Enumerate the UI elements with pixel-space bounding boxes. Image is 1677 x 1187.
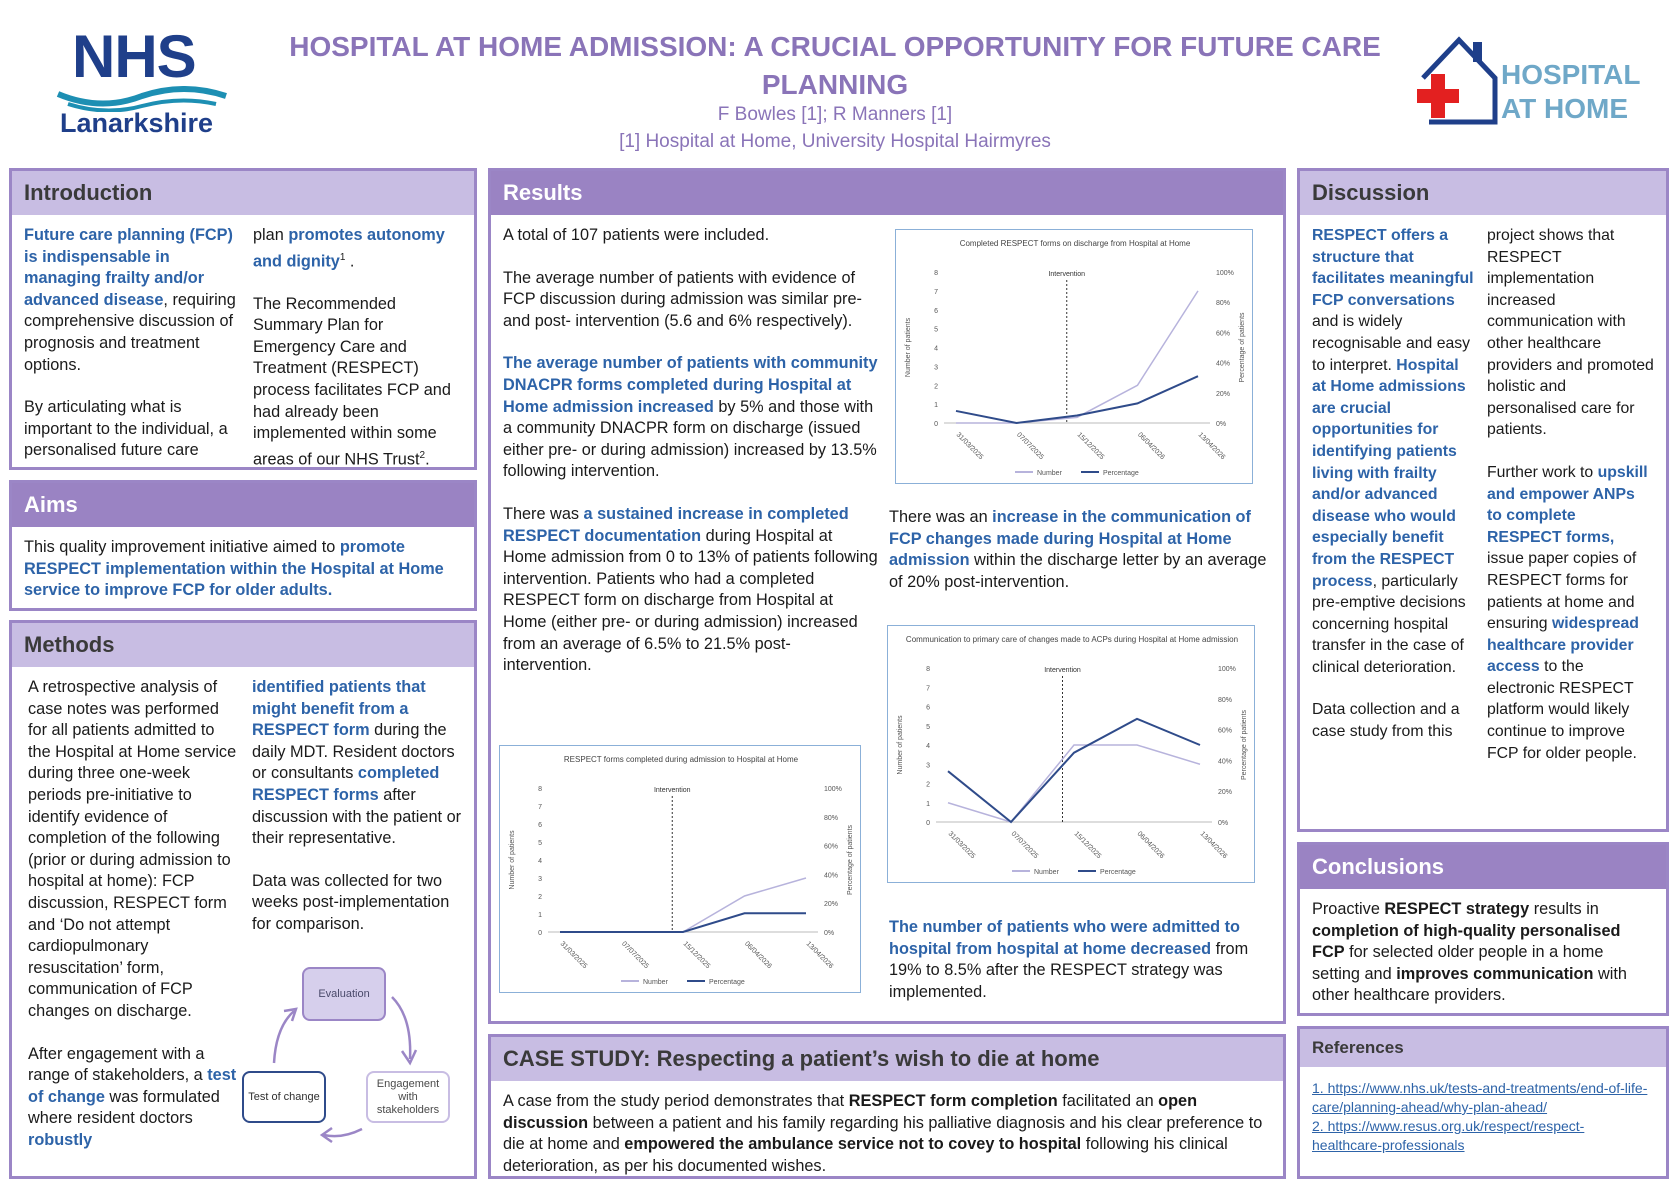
discussion-paragraph-1: RESPECT offers a structure that facilitates meaningful FCP conversations and is widely recognisable and easy to interpret. Hospital at Home admissions are crucial opportunities for identifying patients living with frailty and/or advanced disease who would especially benefit from the RESPECT process, particularly pre-emptive decisions concerning hospital transfer in the case of clinical deterioration. xyxy=(1312,227,1474,676)
chart-respect-admission xyxy=(500,746,862,994)
y-tick-label: 4 xyxy=(926,743,930,750)
y2-tick-label: 100% xyxy=(1216,270,1234,277)
cycle-engagement: Engagement with stakeholders xyxy=(366,1071,450,1123)
y-tick-label: 3 xyxy=(538,876,542,883)
methods-paragraph-4: Data was collected for two weeks post-implementation for comparison. xyxy=(252,871,450,933)
y-tick-label: 3 xyxy=(926,762,930,770)
legend-label-number: Number xyxy=(643,979,668,986)
logo-lanarkshire-word: Lanarkshire xyxy=(60,108,214,138)
introduction-panel xyxy=(9,168,477,470)
legend-label-percentage: Percentage xyxy=(1103,470,1139,477)
x-tick-label: 13/04/2026 xyxy=(1196,431,1227,462)
y-tick-label: 2 xyxy=(926,781,930,789)
results-paragraph-4: There was a sustained increase in completed RESPECT documentation during Hospital at Home admission from 0 to 13% of patients following intervention. Patients who had a completed RESPECT form on discharge from Hospital at Home (either pre- or during admission) increased from an average of 6.5% to 21.5% post-intervention. xyxy=(503,504,878,675)
discussion-paragraph-2: Data collection and a case study from this xyxy=(1312,701,1460,741)
y-axis-label: Number of patients xyxy=(905,317,912,378)
intervention-label: Intervention xyxy=(1044,667,1081,674)
y2-tick-label: 60% xyxy=(1218,727,1233,735)
results-paragraph-2: The average number of patients with evidence of FCP discussion during admission was similar pre- and post- intervention (5.6 and 6% respectively). xyxy=(503,268,862,330)
y2-tick-label: 40% xyxy=(1218,758,1233,766)
chart-admission-frame xyxy=(499,745,861,993)
x-tick-label: 07/07/2025 xyxy=(620,940,650,971)
y2-tick-label: 60% xyxy=(824,843,839,851)
methods-paragraph-3: identified patients that might benefit from a RESPECT form during the daily MDT. Resident doctors or consultants completed RESPECT forms after discussion with the patient or their representative. xyxy=(252,678,462,848)
aims-panel xyxy=(9,480,477,611)
legend-label-percentage: Percentage xyxy=(1100,869,1136,876)
logo-nhs-word: NHS xyxy=(72,23,196,90)
y2-tick-label: 60% xyxy=(1216,330,1231,338)
affiliation: [1] Hospital at Home, University Hospital Hairmyres xyxy=(619,131,1051,152)
references-panel xyxy=(1297,1026,1669,1179)
methods-paragraph-2: After engagement with a range of stakeholders, a test of change was formulated where resident doctors robustly xyxy=(28,1044,237,1149)
y2-axis-label: Percentage of patients xyxy=(847,824,854,896)
authors: F Bowles [1]; R Manners [1] xyxy=(717,104,953,125)
series-line-percentage xyxy=(948,719,1200,822)
reference-link-2[interactable]: 2. https://www.resus.org.uk/respect/respect-healthcare-professionals xyxy=(1312,1118,1585,1153)
y-axis-label: Number of patients xyxy=(897,715,904,775)
intro-paragraph-2: By articulating what is important to the individual, a personalised future care xyxy=(24,398,228,460)
chart-title: RESPECT forms completed during admission to Hospital at Home xyxy=(563,755,799,764)
intro-paragraph-4: The Recommended Summary Plan for Emergency Care and Treatment (RESPECT) process facilitates FCP and had already been implemented within some areas of our NHS Trust$^2$. xyxy=(253,294,451,469)
y2-tick-label: 0% xyxy=(824,930,835,937)
y-tick-label: 0 xyxy=(934,421,938,428)
results-paragraph-6: The number of patients who were admitted to hospital from hospital at home decreased from 19% to 8.5% after the RESPECT strategy was implemented. xyxy=(889,918,1249,1001)
y-tick-label: 2 xyxy=(538,894,542,901)
reference-link-1[interactable]: 1. https://www.nhs.uk/tests-and-treatments/end-of-life-care/planning-ahead/why-plan-ahead/ xyxy=(1312,1080,1648,1115)
y2-tick-label: 0% xyxy=(1218,820,1229,827)
x-tick-label: 06/04/2026 xyxy=(743,940,773,971)
y-tick-label: 7 xyxy=(926,685,930,693)
aims-text: This quality improvement initiative aimed to promote RESPECT implementation within the Hospital at Home service to improve FCP for older adults. xyxy=(24,538,444,600)
y-tick-label: 2 xyxy=(934,383,938,391)
y2-tick-label: 40% xyxy=(1216,360,1231,368)
x-tick-label: 15/12/2025 xyxy=(1072,830,1103,861)
house-cross-icon xyxy=(1417,34,1501,130)
y-tick-label: 8 xyxy=(934,270,938,277)
discussion-paragraph-3: project shows that RESPECT implementation increased communication with other healthcare providers and promoted holistic and personalised care for patients. xyxy=(1487,227,1654,439)
hospital-at-home-logo xyxy=(1417,34,1641,130)
series-line-number xyxy=(560,878,806,932)
y-tick-label: 1 xyxy=(926,800,930,808)
y2-tick-label: 80% xyxy=(1216,300,1231,308)
y2-tick-label: 20% xyxy=(1216,390,1231,398)
series-line-percentage xyxy=(956,376,1198,423)
legend-label-number: Number xyxy=(1037,470,1062,477)
results-paragraph-3: The average number of patients with community DNACPR forms completed during Hospital at Home admission increased by 5% and those with a community DNACPR form on discharge (issued either pre- or during admission) increased by 13.5% following intervention. xyxy=(503,354,878,481)
y-tick-label: 5 xyxy=(934,326,938,334)
results-paragraph-5: There was an increase in the communication of FCP changes made during Hospital at Home admission within the discharge letter by an average of 20% post-intervention. xyxy=(889,508,1267,591)
y-tick-label: 7 xyxy=(934,288,938,296)
y-tick-label: 8 xyxy=(538,786,542,793)
conclusions-heading: Conclusions xyxy=(1300,845,1666,889)
chart-discharge-frame xyxy=(895,229,1253,484)
methods-paragraph-1: A retrospective analysis of case notes was performed for all patients admitted to the Hospital at Home service during three one-week periods pre-initiative to identify evidence of completion of the following (prior or during admission to hospital at home): FCP discussion, RESPECT form and ‘Do not attempt cardiopulmonary resuscitation’ form, communication of FCP changes on discharge. xyxy=(28,678,237,1020)
cycle-test-of-change: Test of change xyxy=(242,1071,326,1123)
results-paragraph-1: A total of 107 patients were included. xyxy=(503,226,770,244)
y-tick-label: 6 xyxy=(926,704,930,712)
logo-at-home-word: AT HOME xyxy=(1501,93,1629,124)
y2-tick-label: 80% xyxy=(824,814,839,822)
case-study-heading: CASE STUDY: Respecting a patient’s wish to die at home xyxy=(491,1037,1283,1081)
series-line-percentage xyxy=(560,913,806,932)
chart-communication-frame xyxy=(887,625,1255,883)
discussion-paragraph-4: Further work to upskill and empower ANPs to complete RESPECT forms, issue paper copies of RESPECT forms for patients at home and ensuring widespread healthcare provider access to the electronic RESPECT platform would likely continue to improve FCP for older people. xyxy=(1487,463,1648,762)
y2-tick-label: 100% xyxy=(824,786,842,793)
x-tick-label: 13/04/2026 xyxy=(1198,830,1229,861)
y2-tick-label: 100% xyxy=(1218,666,1236,673)
y-tick-label: 5 xyxy=(926,723,930,731)
intro-paragraph-3: plan promotes autonomy and dignity$^1$ . xyxy=(253,226,445,271)
chart-title: Completed RESPECT forms on discharge from Hospital at Home xyxy=(959,239,1191,248)
y-tick-label: 4 xyxy=(934,345,938,353)
y-tick-label: 0 xyxy=(538,930,542,937)
chart-communication xyxy=(888,626,1256,884)
y2-tick-label: 20% xyxy=(824,901,839,909)
legend-label-percentage: Percentage xyxy=(709,979,745,986)
intervention-label: Intervention xyxy=(653,787,691,794)
results-panel xyxy=(488,168,1286,1024)
pdsa-cycle-diagram xyxy=(242,967,462,1147)
x-tick-label: 31/03/2025 xyxy=(558,940,589,971)
series-line-number xyxy=(956,291,1198,423)
aims-heading: Aims xyxy=(12,483,474,527)
y-tick-label: 6 xyxy=(934,307,938,315)
x-tick-label: 07/07/2025 xyxy=(1015,431,1045,462)
y2-tick-label: 0% xyxy=(1216,421,1227,428)
y-tick-label: 4 xyxy=(538,858,542,865)
y-axis-label: Number of patients xyxy=(509,830,516,890)
x-tick-label: 15/12/2025 xyxy=(681,940,712,971)
discussion-heading: Discussion xyxy=(1300,171,1666,215)
y2-axis-label: Percentage of patients xyxy=(1241,709,1248,781)
y-tick-label: 7 xyxy=(538,804,542,811)
x-tick-label: 06/04/2026 xyxy=(1136,431,1166,462)
case-study-text: A case from the study period demonstrates that RESPECT form completion facilitated an open discussion between a patient and his family regarding his palliative diagnosis and his clear preference to die at home and empowered the ambulance service not to covey to hospital following his clinical deterioration, as per his documented wishes. xyxy=(503,1092,1263,1175)
chart-respect-discharge xyxy=(896,230,1254,485)
y-tick-label: 6 xyxy=(538,822,542,829)
y2-axis-label: Percentage of patients xyxy=(1239,312,1246,383)
intro-paragraph-1: Future care planning (FCP) is indispensable in managing frailty and/or advanced disease, requiring comprehensive discussion of prognosis and treatment options. xyxy=(24,226,236,374)
discussion-panel xyxy=(1297,168,1669,832)
legend-label-number: Number xyxy=(1034,869,1059,876)
intervention-label: Intervention xyxy=(1048,271,1086,278)
introduction-heading: Introduction xyxy=(12,171,474,215)
conclusions-text: Proactive RESPECT strategy results in completion of high-quality personalised FCP for selected older people in a home setting and improves communication with other healthcare providers. xyxy=(1312,900,1627,1005)
poster-title: HOSPITAL AT HOME ADMISSION: A CRUCIAL OPPORTUNITY FOR FUTURE CARE PLANNING xyxy=(289,31,1381,100)
y2-tick-label: 20% xyxy=(1218,789,1233,797)
x-tick-label: 31/03/2025 xyxy=(946,830,977,861)
y2-tick-label: 40% xyxy=(824,872,839,880)
y-tick-label: 1 xyxy=(538,912,542,919)
methods-heading: Methods xyxy=(12,623,474,667)
x-tick-label: 13/04/2026 xyxy=(804,940,835,971)
y-tick-label: 8 xyxy=(926,666,930,673)
y-tick-label: 3 xyxy=(934,364,938,372)
results-heading: Results xyxy=(491,171,1283,215)
x-tick-label: 06/04/2026 xyxy=(1135,830,1166,861)
conclusions-panel xyxy=(1297,842,1669,1016)
chart-title: Communication to primary care of changes made to ACPs during Hospital at Home admission xyxy=(905,635,1239,644)
y-tick-label: 1 xyxy=(934,402,938,410)
x-tick-label: 31/03/2025 xyxy=(954,431,985,462)
case-study-panel xyxy=(488,1034,1286,1179)
series-line-number xyxy=(948,745,1200,822)
poster-header xyxy=(0,0,1677,162)
logo-hospital-word: HOSPITAL xyxy=(1501,59,1641,90)
y2-tick-label: 80% xyxy=(1218,696,1233,704)
references-heading: References xyxy=(1300,1029,1666,1067)
y-tick-label: 5 xyxy=(538,840,542,847)
cycle-evaluation: Evaluation xyxy=(302,967,386,1021)
x-tick-label: 07/07/2025 xyxy=(1009,830,1040,861)
x-tick-label: 15/12/2025 xyxy=(1075,431,1106,462)
nhs-lanarkshire-logo xyxy=(56,22,228,140)
methods-panel xyxy=(9,620,477,1179)
y-tick-label: 0 xyxy=(926,820,930,827)
